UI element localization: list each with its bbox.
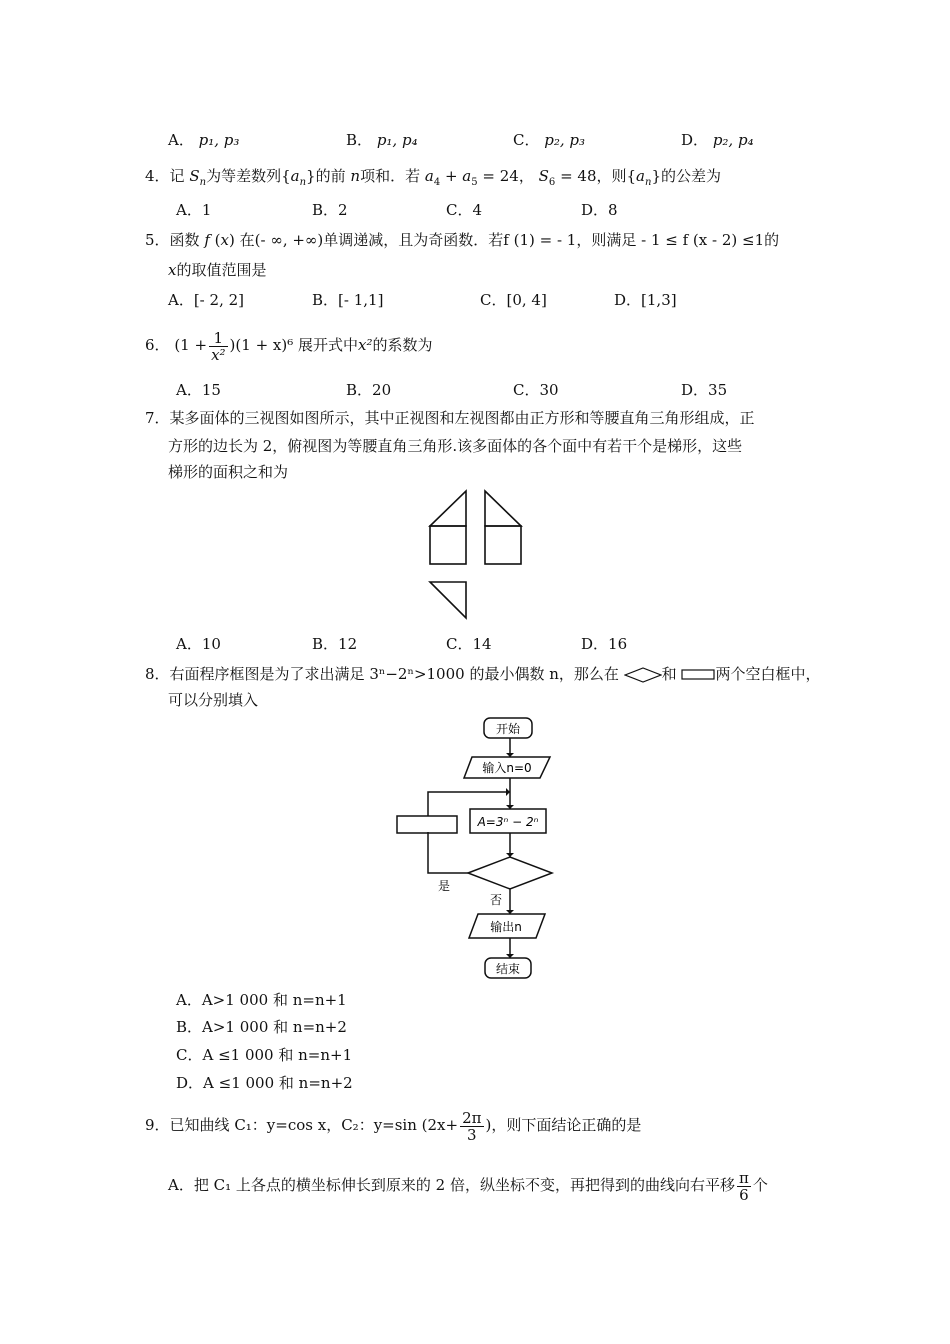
- q7-option-c: C．14: [446, 635, 492, 653]
- three-view-figure: [420, 486, 530, 626]
- q5-option-a: A．[- 2, 2]: [168, 291, 244, 309]
- q3-option-b: B． p₁, p₄: [346, 131, 418, 149]
- q5-option-c: C．[0, 4]: [480, 291, 547, 309]
- q9-option-a: A．把 C₁ 上各点的横坐标伸长到原来的 2 倍，纵坐标不变，再把得到的曲线向右平移 $\frac{\pi}{6}$ 个: [168, 1168, 768, 1204]
- flow-yes-label: 是: [438, 879, 451, 893]
- flow-output-label: 输出n: [490, 920, 522, 934]
- q7-option-d: D．16: [581, 635, 628, 653]
- q3-option-c-value: p₂, p₃: [544, 131, 586, 149]
- flow-decision-diamond: [468, 857, 552, 889]
- q6-option-c: C．30: [513, 381, 559, 399]
- q9-fraction: $\frac{2\pi}{3}$: [462, 1108, 482, 1144]
- q3-option-b-value: p₁, p₄: [376, 131, 418, 149]
- q4-option-b: B．2: [312, 201, 348, 219]
- q7-option-b: B．12: [312, 635, 358, 653]
- flow-no-label: 否: [490, 893, 503, 907]
- q3-option-d-value: p₂, p₄: [712, 131, 754, 149]
- q8-option-b: B．A>1 000 和 n=n+2: [176, 1018, 347, 1036]
- q9-option-a-fraction: $\frac{\pi}{6}$: [738, 1168, 749, 1204]
- q7-stem-line3: 梯形的面积之和为: [168, 463, 289, 481]
- q4-option-a: A．1: [176, 201, 212, 219]
- q4-option-c: C．4: [446, 201, 483, 219]
- q8-option-d: D．A ≤1 000 和 n=n+2: [176, 1074, 353, 1092]
- q4-option-d: D．8: [581, 201, 618, 219]
- q7-option-a: A．10: [176, 635, 221, 653]
- flowchart: [390, 712, 570, 984]
- q6-option-a: A．15: [176, 381, 221, 399]
- q9-stem: 9．已知曲线 C₁：y=cos x，C₂：y=sin (2x+ $\frac{2\pi}{3}$ )，则下面结论正确的是: [145, 1108, 642, 1144]
- rectangle-blank-icon: [681, 669, 715, 681]
- front-view-square: [430, 526, 466, 564]
- flow-start-label: 开始: [495, 722, 521, 736]
- q3-option-a: A． p₁, p₃: [168, 131, 240, 149]
- q5-stem-line2: x的取值范围是: [168, 261, 267, 279]
- diamond-blank-icon: [624, 667, 662, 683]
- q8-option-a: A．A>1 000 和 n=n+1: [176, 991, 347, 1009]
- flow-blank-rect: [397, 816, 457, 833]
- q3-option-a-value: p₁, p₃: [198, 131, 240, 149]
- q8-stem-line2: 可以分别填入: [168, 691, 259, 709]
- side-view-square: [485, 526, 521, 564]
- top-view-triangle: [430, 582, 466, 618]
- q6-fraction: $\frac{1}{\text{x²}}$: [211, 328, 226, 364]
- q7-stem-line1: 7．某多面体的三视图如图所示，其中正视图和左视图都由正方形和等腰直角三角形组成，正: [145, 409, 755, 427]
- flow-assign-label: A=3ⁿ − 2ⁿ: [477, 815, 539, 829]
- q4-stem: 4．记 $S_n$为等差数列$\{a_n\}$的前 n项和．若 $a_4 + a_5 = 24$， $S_6 = 48$，则$\{a_n\}$的公差为: [145, 167, 722, 188]
- q6-option-b: B．20: [346, 381, 392, 399]
- q7-stem-line2: 方形的边长为 2，俯视图为等腰直角三角形.该多面体的各个面中有若干个是梯形，这些: [168, 437, 743, 455]
- flow-yes-line: [428, 832, 468, 873]
- front-view-triangle: [430, 491, 466, 526]
- flow-input-label: 输入n=0: [482, 761, 532, 775]
- q5-stem: 5．函数 f (x) 在(- ∞, +∞)单调递减，且为奇函数．若f (1) = - 1，则满足 - 1 ≤ f (x - 2) ≤1的: [145, 231, 780, 249]
- q6-option-d: D．35: [681, 381, 728, 399]
- q3-option-c: C． p₂, p₃: [513, 131, 586, 149]
- q5-option-d: D．[1,3]: [614, 291, 677, 309]
- side-view-triangle: [485, 491, 521, 526]
- q8-option-c: C．A ≤1 000 和 n=n+1: [176, 1046, 353, 1064]
- q6-stem: 6． (1 + $\frac{1}{\text{x²}}$ )(1 + x)⁶ 展开式中x²的系数为: [145, 328, 433, 364]
- q8-stem-line1: 8．右面程序框图是为了求出满足 3ⁿ−2ⁿ>1000 的最小偶数 n，那么在 和 两个空白框中，: [145, 665, 821, 683]
- flow-loop-line: [428, 792, 510, 816]
- flow-end-label: 结束: [495, 962, 521, 976]
- q3-option-d: D． p₂, p₄: [681, 131, 754, 149]
- q5-option-b: B．[- 1,1]: [312, 291, 384, 309]
